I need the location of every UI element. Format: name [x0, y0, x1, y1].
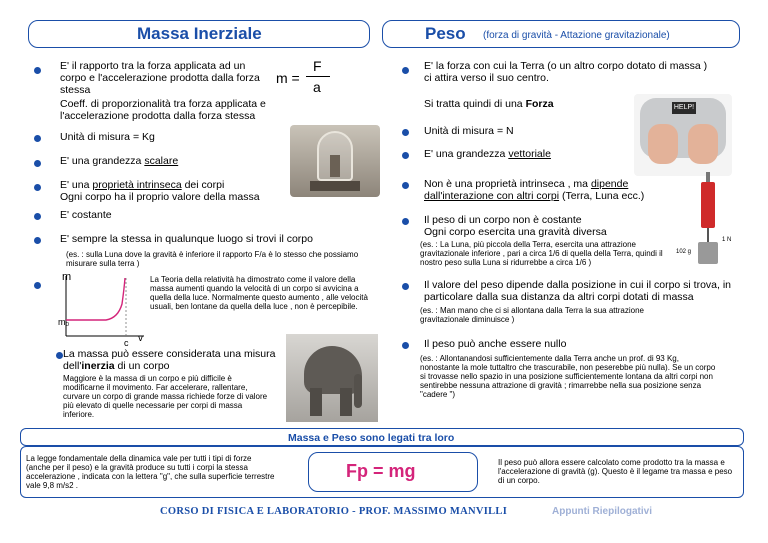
inertia-note: Maggiore è la massa di un corpo e più difficile è modificarne il movimento. Far accelerare, rallentare, curvare un corpo di grande massa richiede forze di valore più elevato di quelle necessarie per corpi di massa inferiore.	[63, 374, 268, 419]
bullet	[402, 218, 409, 225]
force-text: Si tratta quindi di una Forza	[424, 98, 554, 110]
weight-formula: Fp = mg	[346, 461, 416, 481]
course-footer: CORSO DI FISICA E LABORATORIO - PROF. MASSIMO MANVILLI	[160, 506, 508, 517]
weight-definition: E' la forza con cui la Terra (o un altro corpo dotato di massa ) ci attira verso il suo centro.	[424, 60, 708, 84]
scale-image	[634, 94, 732, 176]
right-subtitle: (forza di gravità - Attazione gravitazionale)	[483, 30, 670, 41]
bullet	[402, 129, 409, 136]
mass-definition: E' il rapporto tra la forza applicata ad un corpo e l'accelerazione prodotta dalla forza stessa	[60, 60, 260, 96]
null-weight-note: (es. : Allontanandosi sufficientemente dalla Terra anche un prof. di 93 Kg, nonostante la mole tuttaltro che trascurabile, non peserebbe più nulla). Se un corpo si trovasse nello spazio in una posizione sufficientemente lontana da altri corpi non sentirebbe nessuna attrazione di gravità ; rimarrebbe nella sua posizione senza "cadere ")	[420, 354, 716, 399]
spring-newton-label: 1 N	[722, 237, 732, 243]
right-title-box	[382, 20, 740, 48]
position-note: (es. : Man mano che ci si allontana dalla Terra la sua attrazione gravitazionale diminuisce )	[420, 306, 644, 324]
same-note: (es. : sulla Luna dove la gravità è inferiore il rapporto F/a è lo stesso che possiamo misurare sulla terra )	[66, 250, 359, 268]
position-text: Il valore del peso dipende dalla posizione in cui il corpo si trova, in particolare dalla sua distanza da altri corpi dotati di massa	[424, 279, 732, 303]
bullet	[402, 67, 409, 74]
bullet	[402, 342, 409, 349]
scale-display: HELP!	[672, 102, 696, 114]
mass-formula: m = F a	[276, 58, 336, 94]
bullet	[402, 152, 409, 159]
bullet	[34, 213, 41, 220]
not-constant-text: Il peso di un corpo non è costante Ogni corpo esercita una gravità diversa	[424, 214, 607, 238]
graph-c-label: c	[124, 338, 129, 348]
bullet	[34, 135, 41, 142]
not-intrinsic-text: Non è una proprietà intrinseca , ma dipende dall'interazione con altri corpi (Terra, Luna ecc.)	[424, 178, 645, 202]
inertia-text: La massa può essere considerata una misura dell'inerzia di un corpo	[63, 348, 276, 372]
left-title-box	[28, 20, 370, 48]
bullet	[34, 282, 41, 289]
bullet	[34, 160, 41, 167]
dynamometer-image	[690, 172, 726, 274]
graph-y-label: m	[62, 271, 72, 283]
bullet	[402, 182, 409, 189]
bullet	[34, 237, 41, 244]
null-weight-text: Il peso può anche essere nullo	[424, 338, 567, 350]
coefficient-text: Coeff. di proporzionalità tra forza applicata e l'accelerazione prodotta dalla forza stessa	[60, 98, 266, 122]
right-title: Peso	[425, 24, 466, 43]
weight-units: Unità di misura = N	[424, 125, 514, 137]
relativity-text: La Teoria della relatività ha dimostrato come il valore della massa aumenti quando la velocità di un corpo si avvicina a quella della luce. Normalmente questo aumento , alle velocità usuali, ben lontane da quella della luce , non è percepibile.	[150, 275, 368, 311]
bell-jar-image	[290, 125, 380, 197]
link-header: Massa e Peso sono legati tra loro	[288, 432, 455, 444]
bullet	[56, 352, 63, 359]
moon-note: (es. : La Luna, più piccola della Terra, esercita una attrazione gravitazionale inferiore , pari a circa 1/6 di quella della Terra, quindi il nostro peso sulla Luna si ridurrebbe a circa 1/6 )	[420, 240, 663, 267]
summary-tag: Appunti Riepilogativi	[552, 506, 652, 517]
weight-calc-text: Il peso può allora essere calcolato come prodotto tra la massa e l'accelerazione di gravità (g). Questo è il legame tra massa e peso di un corpo.	[498, 458, 733, 485]
graph-v-label: v	[138, 333, 143, 344]
same-text: E' sempre la stessa in qualunque luogo si trovi il corpo	[60, 233, 313, 245]
scalar-text: E' una grandezza scalare	[60, 155, 179, 167]
bullet	[34, 67, 41, 74]
constant-text: E' costante	[60, 209, 112, 221]
vector-text: E' una grandezza vettoriale	[424, 148, 551, 160]
dynamics-law-text: La legge fondamentale della dinamica vale per tutti i tipi di forze (anche per il peso) e la gravità produce su tutti i corpi la stessa accelerazione , indicata con la lettera "g", che sulla superficie terrestre vale 9,8 m/s2 .	[26, 454, 275, 490]
mass-units: Unità di misura = Kg	[60, 131, 155, 143]
left-title: Massa Inerziale	[137, 24, 262, 43]
bullet	[402, 283, 409, 290]
intrinsic-text: E' una proprietà intrinseca dei corpi Ogni corpo ha il proprio valore della massa	[60, 179, 260, 203]
elephant-image	[286, 334, 378, 422]
graph-m0-label: m₀	[58, 317, 70, 327]
spring-gram-label: 102 g	[676, 249, 692, 255]
bullet	[34, 184, 41, 191]
